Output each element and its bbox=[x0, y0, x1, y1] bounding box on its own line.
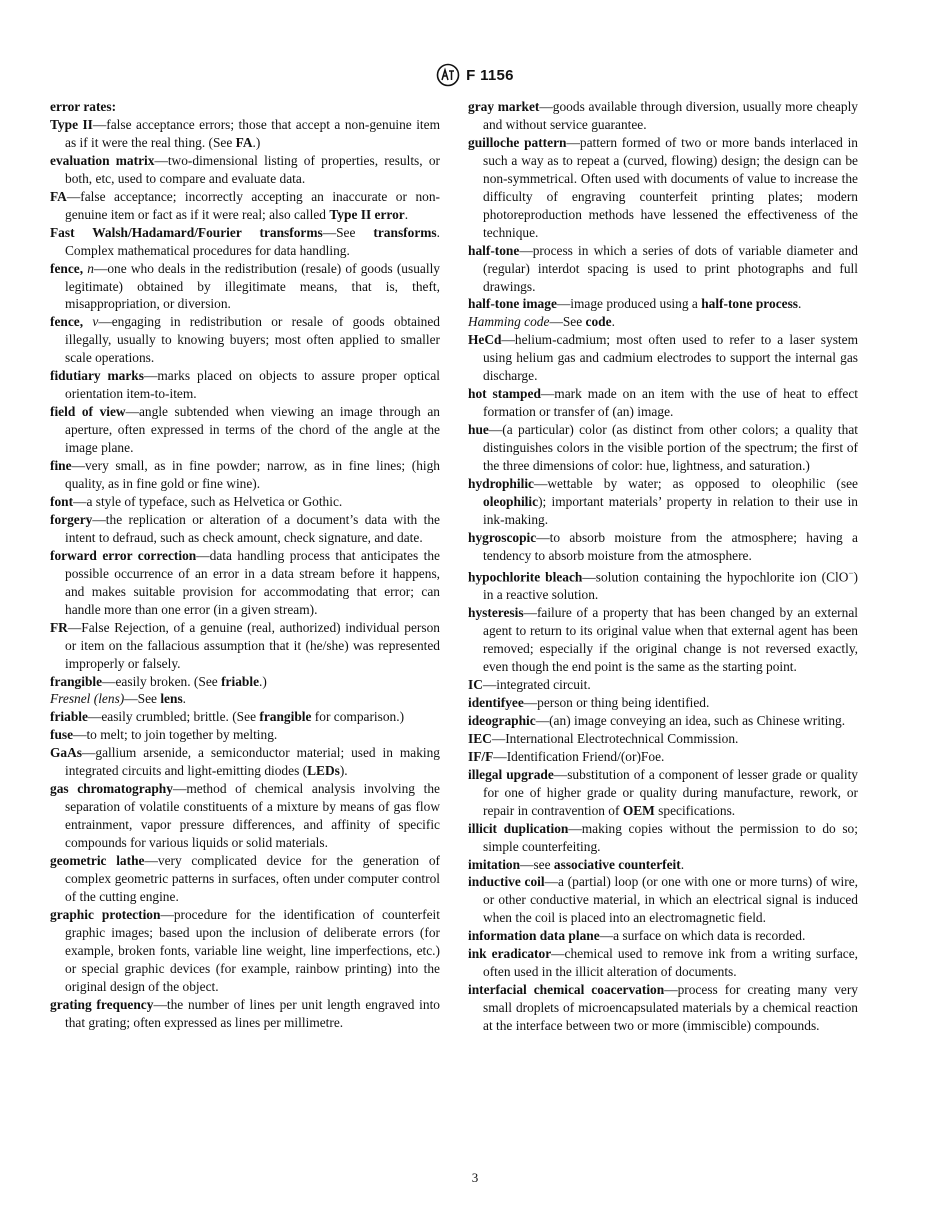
glossary-term: hygroscopic bbox=[468, 529, 537, 545]
glossary-term: graphic protection bbox=[50, 906, 161, 922]
glossary-term: IC bbox=[468, 676, 483, 692]
definition-text: —see bbox=[520, 856, 554, 872]
definition-text: —chemical used to remove ink from a writing surface, often used in the illicit alteration of documents. bbox=[483, 946, 858, 980]
definition-text bbox=[83, 314, 92, 329]
glossary-entry bbox=[468, 313, 858, 331]
definition-text: —substitution of a component of lesser grade or quality for one of higher grade or quality during manufacture, rework, or repair in contravention of bbox=[483, 766, 858, 818]
glossary-term: fence, bbox=[50, 260, 84, 276]
glossary-term: IEC bbox=[468, 730, 492, 746]
definition-text: —a surface on which data is recorded. bbox=[599, 928, 806, 944]
cross-reference: FA bbox=[235, 134, 253, 150]
definition-text: —pattern formed of two or more bands interlaced in such a way as to repeat a (curved, flowing) design; the design can be non-symmetrical. Often used with documents of value to increase the difficulty of engraving counterfeit printing plates; modern photoreproduction methods have lessened the effectiveness of the technique. bbox=[483, 134, 859, 240]
glossary-entry bbox=[468, 820, 858, 856]
definition-text: specifications. bbox=[654, 802, 736, 818]
cross-reference: code bbox=[585, 314, 612, 330]
glossary-entry bbox=[50, 98, 440, 116]
definition-text: —person or thing being identified. bbox=[523, 694, 710, 710]
glossary-term: Type II bbox=[50, 116, 93, 132]
page-number: 3 bbox=[471, 1170, 479, 1185]
cross-reference: lens bbox=[160, 691, 183, 707]
definition-text: .) bbox=[259, 673, 267, 689]
glossary-entry bbox=[50, 403, 440, 457]
definition-text: for comparison.) bbox=[311, 709, 405, 725]
glossary-entry bbox=[468, 945, 858, 981]
definition-text: . bbox=[182, 691, 187, 707]
glossary-term: gray market bbox=[468, 99, 540, 114]
cross-reference: LEDs bbox=[307, 763, 340, 779]
cross-reference: frangible bbox=[259, 709, 312, 725]
definition-text: —gallium arsenide, a semiconductor material; used in making integrated circuits and light-emitting diodes ( bbox=[65, 745, 440, 779]
glossary-entry bbox=[468, 421, 858, 475]
glossary-entry bbox=[50, 188, 440, 224]
glossary-term: fidutiary marks bbox=[50, 368, 144, 384]
glossary-term: grating frequency bbox=[50, 996, 154, 1012]
glossary-term: error rates: bbox=[50, 99, 117, 114]
glossary-entry bbox=[50, 690, 440, 708]
glossary-entry bbox=[50, 547, 440, 619]
glossary-term: half-tone image bbox=[468, 296, 557, 312]
glossary-term: guilloche pattern bbox=[468, 134, 567, 150]
glossary-entry bbox=[468, 529, 858, 565]
glossary-entry bbox=[468, 748, 858, 766]
definition-text: —goods available through diversion, usually more cheaply and without service guarantee. bbox=[483, 99, 858, 132]
glossary-entry bbox=[468, 712, 858, 730]
cross-reference: associative counterfeit bbox=[553, 856, 681, 872]
definition-text: .) bbox=[252, 134, 261, 150]
left-column bbox=[50, 98, 440, 1032]
glossary-term: Fresnel (lens) bbox=[50, 691, 125, 707]
definition-text: . bbox=[611, 314, 615, 330]
glossary-entry bbox=[50, 313, 440, 367]
definition-text: —two-dimensional listing of properties, results, or both, etc, used to compare and evaluate data. bbox=[65, 152, 440, 186]
definition-text: —data handling process that anticipates the possible occurrence of an error in a data stream before it happens, and makes suitable provision for accommodating that error; can handle more than one error (in a given stream). bbox=[65, 547, 440, 617]
definition-text: —Identification Friend/(or)Foe. bbox=[493, 748, 665, 764]
glossary-entry bbox=[50, 260, 440, 314]
definition-text: —very complicated device for the generation of complex geometric patterns in surfaces, often under computer control of the cutting engine. bbox=[65, 853, 440, 904]
astm-logo-icon bbox=[436, 63, 460, 87]
glossary-entry bbox=[50, 726, 440, 744]
glossary-term: forgery bbox=[50, 511, 93, 527]
definition-text: . bbox=[798, 296, 802, 312]
definition-text: —See bbox=[124, 691, 161, 707]
glossary-entry bbox=[468, 766, 858, 820]
definition-text: —image produced using a bbox=[556, 296, 702, 312]
definition-text: —process in which a series of dots of variable diameter and (regular) interdot spacing is used to print photographs and full drawings. bbox=[483, 242, 858, 294]
glossary-entry bbox=[50, 224, 440, 260]
glossary-term: frangible bbox=[50, 673, 103, 689]
glossary-entry bbox=[468, 242, 858, 296]
definition-text: —the number of lines per unit length engraved into that grating; often expressed as lines per millimetre. bbox=[65, 996, 440, 1030]
definition-text: —helium-cadmium; most often used to refer to a laser system using helium gas and cadmium electrodes to support the internal gas discharge. bbox=[483, 332, 858, 384]
definition-text: —See bbox=[322, 224, 374, 240]
glossary-term: half-tone bbox=[468, 242, 520, 258]
definition-text: —the replication or alteration of a document’s data with the intent to defraud, such as check amount, check signature, and date. bbox=[65, 511, 440, 545]
definition-text: —False Rejection, of a genuine (real, authorized) individual person or item on the fallacious assumption that it (he/she) was represented improperly or falsely. bbox=[65, 619, 440, 671]
glossary-term: ideographic bbox=[468, 712, 536, 728]
glossary-entry bbox=[468, 295, 858, 313]
definition-text: —failure of a property that has been changed by an external agent to return to its original value when that external agent has been removed; especially if the original change is not reversed exactly, even though the end point is the same as the starting point. bbox=[483, 605, 858, 675]
glossary-term: gas chromatography bbox=[50, 781, 173, 797]
definition-text: —one who deals in the redistribution (resale) of goods (usually legitimate) obtained by illegitimate means, that is, theft, misappropriation, or diversion. bbox=[65, 260, 440, 312]
definition-text: —easily broken. (See bbox=[102, 673, 222, 689]
glossary-entry bbox=[50, 906, 440, 996]
glossary-entry bbox=[50, 493, 440, 511]
glossary-term: field of view bbox=[50, 404, 126, 420]
definition-text: —a (partial) loop (or one with one or more turns) of wire, or other conductive material, in which an electrical signal is induced when the coil is placed into an electromagnetic field. bbox=[483, 874, 858, 926]
definition-text: —to absorb moisture from the atmosphere; having a tendency to absorb moisture from the atmosphere. bbox=[483, 529, 858, 563]
definition-text: —method of chemical analysis involving the separation of volatile constituents of a mixture by means of gas flow entrainment, vapor pressure differences, and affinity of specific compounds for various liquids or solid materials. bbox=[65, 781, 440, 851]
glossary-term: fuse bbox=[50, 727, 74, 743]
definition-text: —a style of typeface, such as Helvetica or Gothic. bbox=[73, 493, 343, 509]
glossary-term: FR bbox=[50, 619, 68, 635]
part-of-speech: v bbox=[92, 314, 99, 330]
glossary-entry bbox=[50, 996, 440, 1032]
glossary-term: illicit duplication bbox=[468, 820, 569, 836]
glossary-entry bbox=[50, 708, 440, 726]
definition-text: —very small, as in fine powder; narrow, as in fine lines; (high quality, as in fine gold or fine wine). bbox=[65, 458, 440, 492]
glossary-term: fine bbox=[50, 458, 72, 474]
glossary-entry bbox=[468, 694, 858, 712]
glossary-term: hot stamped bbox=[468, 386, 541, 402]
glossary-entry bbox=[468, 331, 858, 385]
glossary-entry bbox=[50, 367, 440, 403]
definition-text: —solution containing the hypochlorite ion (ClO bbox=[582, 569, 849, 585]
glossary-entry bbox=[50, 780, 440, 852]
glossary-term: hypochlorite bleach bbox=[468, 569, 583, 585]
cross-reference: oleophilic bbox=[483, 493, 539, 509]
glossary-term: hysteresis bbox=[468, 605, 524, 621]
definition-text: —(an) image conveying an idea, such as Chinese writing. bbox=[535, 712, 846, 728]
glossary-entry bbox=[50, 152, 440, 188]
cross-reference: OEM bbox=[622, 802, 655, 818]
definition-text: . bbox=[680, 856, 685, 872]
glossary-entry bbox=[468, 134, 858, 242]
glossary-entry bbox=[50, 673, 440, 691]
definition-text: —procedure for the identification of counterfeit graphic images; based upon the inclusion of deliberate errors (for example, broken fonts, variable line weight, line imperfections, etc.) or special graphic devices (for example, rainbow printing) into the original design of the object. bbox=[65, 906, 440, 994]
definition-text: ); important materials’ property in relation to their use in ink-making. bbox=[483, 493, 858, 527]
glossary-term: geometric lathe bbox=[50, 853, 145, 869]
glossary-term: fence, bbox=[50, 314, 84, 330]
cross-reference: transforms bbox=[373, 224, 437, 240]
glossary-term: HeCd bbox=[468, 332, 502, 348]
glossary-term: forward error correction bbox=[50, 547, 197, 563]
glossary-entry bbox=[50, 852, 440, 906]
glossary-term: evaluation matrix bbox=[50, 152, 155, 168]
definition-text: —making copies without the permission to do so; simple counterfeiting. bbox=[483, 820, 858, 854]
glossary-term: Fast Walsh/Hadamard/Fourier transforms bbox=[50, 224, 323, 240]
glossary-term: hue bbox=[468, 422, 489, 438]
glossary-term: imitation bbox=[468, 856, 521, 872]
glossary-term: information data plane bbox=[468, 928, 600, 944]
definition-text: —wettable by water; as opposed to oleophilic (see bbox=[534, 476, 858, 492]
definition-text: —mark made on an item with the use of heat to effect formation or transfer of (an) image. bbox=[483, 386, 859, 420]
glossary-entry bbox=[50, 744, 440, 780]
glossary-entry bbox=[50, 457, 440, 493]
glossary-entry bbox=[468, 475, 858, 529]
glossary-term: Hamming code bbox=[468, 314, 550, 330]
definition-text: —engaging in redistribution or resale of goods obtained illegally, usually to knowing buyers; most often applied to smaller scale operations. bbox=[65, 314, 440, 366]
right-column bbox=[468, 98, 858, 1035]
glossary-term: font bbox=[50, 493, 74, 509]
cross-reference: Type II error bbox=[329, 206, 405, 222]
glossary-term: inductive coil bbox=[468, 874, 545, 890]
definition-text: —process for creating many very small droplets of microencapsulated materials by a chemical reaction at the interface between two or more (immiscible) compounds. bbox=[483, 982, 858, 1034]
definition-text: ). bbox=[339, 763, 348, 779]
glossary-entry bbox=[468, 565, 858, 604]
definition-text: − bbox=[848, 567, 854, 578]
glossary-term: illegal upgrade bbox=[468, 766, 554, 782]
definition-text: . Complex mathematical procedures for data handling. bbox=[65, 224, 440, 258]
definition-text: ) in a reactive solution. bbox=[483, 569, 858, 603]
glossary-entry bbox=[468, 856, 858, 874]
page-header bbox=[0, 62, 950, 88]
glossary-term: identifyee bbox=[468, 694, 524, 710]
glossary-entry bbox=[468, 604, 858, 676]
definition-text: —false acceptance errors; those that accept a non-genuine item as if it were the real thing. (See bbox=[65, 116, 440, 150]
part-of-speech: n bbox=[87, 260, 94, 276]
glossary-entry bbox=[50, 619, 440, 673]
definition-text: —See bbox=[549, 314, 586, 330]
cross-reference: half-tone process bbox=[701, 296, 799, 312]
glossary-entry bbox=[468, 927, 858, 945]
glossary-term: GaAs bbox=[50, 745, 82, 761]
glossary-entry bbox=[468, 981, 858, 1035]
glossary-entry bbox=[468, 385, 858, 421]
glossary-term: IF/F bbox=[468, 748, 494, 764]
cross-reference: friable bbox=[221, 673, 260, 689]
glossary-term: interfacial chemical coacervation bbox=[468, 982, 665, 998]
definition-text: . bbox=[404, 206, 409, 222]
definition-text: —integrated circuit. bbox=[482, 676, 591, 692]
definition-text: —angle subtended when viewing an image through an aperture, often expressed in terms of the chord of the angle at the image plane. bbox=[65, 404, 440, 456]
definition-text: —to melt; to join together by melting. bbox=[73, 727, 278, 743]
definition-text: —International Electrotechnical Commission. bbox=[491, 730, 739, 746]
definition-text: —(a particular) color (as distinct from other colors; a quality that distinguishes colors in the visible portion of the spectrum; the first of the three dimensions of color: hue, lightness, and saturation.) bbox=[483, 422, 858, 474]
glossary-entry bbox=[468, 98, 858, 134]
glossary-entry bbox=[468, 730, 858, 748]
glossary-term: FA bbox=[50, 188, 67, 204]
glossary-entry bbox=[468, 676, 858, 694]
glossary-entry bbox=[50, 116, 440, 152]
definition-text: —false acceptance; incorrectly accepting an inaccurate or non-genuine item or fact as if it were real; also called bbox=[65, 188, 440, 222]
glossary-entry bbox=[50, 511, 440, 547]
definition-text: —marks placed on objects to assure proper optical orientation item-to-item. bbox=[65, 368, 441, 402]
definition-text: —easily crumbled; brittle. (See bbox=[87, 709, 260, 725]
glossary-term: ink eradicator bbox=[468, 946, 552, 962]
standard-designation: F 1156 bbox=[466, 66, 514, 84]
glossary-term: friable bbox=[50, 709, 88, 725]
glossary-entry bbox=[468, 873, 858, 927]
glossary-term: hydrophilic bbox=[468, 476, 534, 492]
